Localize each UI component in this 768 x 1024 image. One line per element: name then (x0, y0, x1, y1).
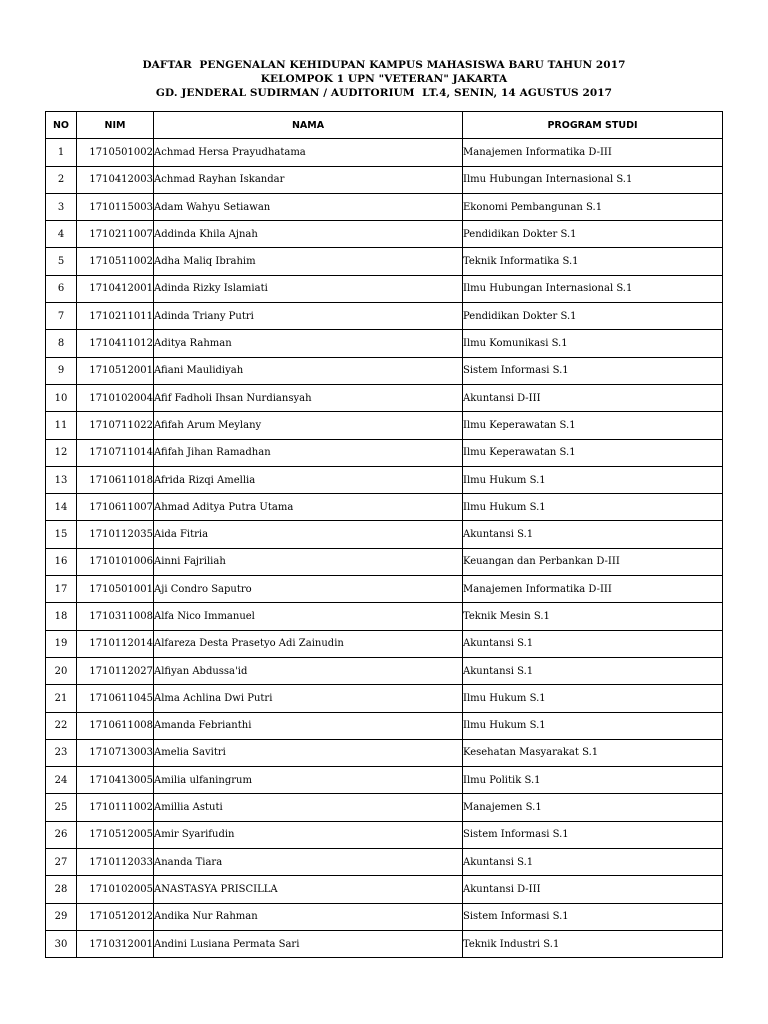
table-row (46, 876, 723, 903)
cell-program-studi: Ilmu Keperawatan S.1 (463, 439, 723, 466)
cell-nama: Alfiyan Abdussa'id (154, 657, 463, 684)
cell-nama: Afif Fadholi Ihsan Nurdiansyah (154, 384, 463, 411)
cell-nim: 1710312001 (77, 930, 154, 957)
cell-no: 26 (46, 821, 77, 848)
table-row (46, 821, 723, 848)
cell-no: 20 (46, 657, 77, 684)
cell-nama: Achmad Hersa Prayudhatama (154, 139, 463, 166)
cell-program-studi: Ilmu Hukum S.1 (463, 466, 723, 493)
cell-no: 23 (46, 739, 77, 766)
cell-nim: 1710512012 (77, 903, 154, 930)
column-header-nim: NIM (77, 112, 154, 139)
cell-nim: 1710111002 (77, 794, 154, 821)
cell-no: 3 (46, 193, 77, 220)
table-header-row (46, 112, 723, 139)
cell-nama: Afrida Rizqi Amellia (154, 466, 463, 493)
table-row (46, 439, 723, 466)
cell-program-studi: Ilmu Hukum S.1 (463, 494, 723, 521)
table-row (46, 576, 723, 603)
cell-nim: 1710711022 (77, 412, 154, 439)
cell-nim: 1710211011 (77, 303, 154, 330)
cell-nim: 1710101006 (77, 548, 154, 575)
column-header-nama: NAMA (154, 112, 463, 139)
cell-nama: Amelia Savitri (154, 739, 463, 766)
cell-program-studi: Sistem Informasi S.1 (463, 821, 723, 848)
cell-program-studi: Teknik Informatika S.1 (463, 248, 723, 275)
cell-program-studi: Akuntansi S.1 (463, 521, 723, 548)
table-row (46, 767, 723, 794)
cell-program-studi: Akuntansi S.1 (463, 657, 723, 684)
cell-nama: Alfa Nico Immanuel (154, 603, 463, 630)
table-row (46, 739, 723, 766)
cell-program-studi: Manajemen S.1 (463, 794, 723, 821)
cell-program-studi: Ilmu Hubungan Internasional S.1 (463, 275, 723, 302)
cell-program-studi: Akuntansi S.1 (463, 849, 723, 876)
table-row (46, 384, 723, 411)
table-row (46, 603, 723, 630)
table-row (46, 275, 723, 302)
cell-no: 10 (46, 384, 77, 411)
cell-nim: 1710211007 (77, 221, 154, 248)
cell-nama: Alma Achlina Dwi Putri (154, 685, 463, 712)
cell-no: 18 (46, 603, 77, 630)
cell-nama: Amillia Astuti (154, 794, 463, 821)
cell-program-studi: Akuntansi D-III (463, 876, 723, 903)
cell-program-studi: Teknik Industri S.1 (463, 930, 723, 957)
cell-nim: 1710611018 (77, 466, 154, 493)
table-row (46, 139, 723, 166)
cell-nama: Adinda Triany Putri (154, 303, 463, 330)
cell-nim: 1710412003 (77, 166, 154, 193)
cell-no: 14 (46, 494, 77, 521)
cell-nama: ANASTASYA PRISCILLA (154, 876, 463, 903)
cell-nim: 1710611045 (77, 685, 154, 712)
cell-program-studi: Sistem Informasi S.1 (463, 357, 723, 384)
cell-program-studi: Ilmu Hukum S.1 (463, 712, 723, 739)
cell-program-studi: Akuntansi S.1 (463, 630, 723, 657)
cell-no: 9 (46, 357, 77, 384)
cell-no: 1 (46, 139, 77, 166)
cell-nim: 1710512005 (77, 821, 154, 848)
cell-nama: Ahmad Aditya Putra Utama (154, 494, 463, 521)
table-row (46, 166, 723, 193)
cell-nim: 1710112033 (77, 849, 154, 876)
cell-no: 25 (46, 794, 77, 821)
table-row (46, 712, 723, 739)
cell-no: 8 (46, 330, 77, 357)
cell-no: 4 (46, 221, 77, 248)
cell-no: 15 (46, 521, 77, 548)
cell-nim: 1710115003 (77, 193, 154, 220)
cell-program-studi: Akuntansi D-III (463, 384, 723, 411)
cell-program-studi: Ilmu Politik S.1 (463, 767, 723, 794)
cell-no: 19 (46, 630, 77, 657)
table-row (46, 330, 723, 357)
cell-nim: 1710102005 (77, 876, 154, 903)
table-row (46, 466, 723, 493)
cell-no: 5 (46, 248, 77, 275)
table-row (46, 548, 723, 575)
cell-nama: Adha Maliq Ibrahim (154, 248, 463, 275)
cell-no: 28 (46, 876, 77, 903)
cell-nim: 1710511002 (77, 248, 154, 275)
header-group: KELOMPOK 1 UPN "VETERAN" JAKARTA (260, 73, 508, 85)
cell-program-studi: Keuangan dan Perbankan D-III (463, 548, 723, 575)
document-header (0, 58, 768, 100)
cell-no: 27 (46, 849, 77, 876)
cell-nim: 1710711014 (77, 439, 154, 466)
cell-no: 12 (46, 439, 77, 466)
cell-nama: Afifah Jihan Ramadhan (154, 439, 463, 466)
cell-program-studi: Kesehatan Masyarakat S.1 (463, 739, 723, 766)
table-row (46, 221, 723, 248)
cell-nama: Amanda Febrianthi (154, 712, 463, 739)
cell-nama: Ainni Fajriliah (154, 548, 463, 575)
column-header-no: NO (46, 112, 77, 139)
cell-nama: Andika Nur Rahman (154, 903, 463, 930)
header-title: DAFTAR PENGENALAN KEHIDUPAN KAMPUS MAHASISWA BARU TAHUN 2017 (142, 59, 626, 71)
table-row (46, 303, 723, 330)
cell-nama: Aida Fitria (154, 521, 463, 548)
cell-no: 21 (46, 685, 77, 712)
table-row (46, 248, 723, 275)
cell-nim: 1710112035 (77, 521, 154, 548)
cell-nama: Amilia ulfaningrum (154, 767, 463, 794)
cell-nim: 1710713003 (77, 739, 154, 766)
cell-nama: Addinda Khila Ajnah (154, 221, 463, 248)
table-row (46, 193, 723, 220)
cell-no: 2 (46, 166, 77, 193)
cell-nama: Amir Syarifudin (154, 821, 463, 848)
cell-no: 29 (46, 903, 77, 930)
cell-nama: Alfareza Desta Prasetyo Adi Zainudin (154, 630, 463, 657)
column-header-program-studi: PROGRAM STUDI (463, 112, 723, 139)
cell-nama: Ananda Tiara (154, 849, 463, 876)
cell-nama: Afifah Arum Meylany (154, 412, 463, 439)
cell-no: 7 (46, 303, 77, 330)
cell-program-studi: Ilmu Keperawatan S.1 (463, 412, 723, 439)
cell-program-studi: Ekonomi Pembangunan S.1 (463, 193, 723, 220)
cell-program-studi: Pendidikan Dokter S.1 (463, 303, 723, 330)
table-row (46, 849, 723, 876)
cell-nama: Adam Wahyu Setiawan (154, 193, 463, 220)
table-row (46, 657, 723, 684)
cell-nim: 1710611007 (77, 494, 154, 521)
cell-nama: Afiani Maulidiyah (154, 357, 463, 384)
cell-no: 17 (46, 576, 77, 603)
cell-program-studi: Ilmu Hukum S.1 (463, 685, 723, 712)
cell-program-studi: Ilmu Komunikasi S.1 (463, 330, 723, 357)
student-roster-table (45, 111, 723, 958)
cell-nama: Aditya Rahman (154, 330, 463, 357)
header-venue-date: GD. JENDERAL SUDIRMAN / AUDITORIUM LT.4, SENIN, 14 AGUSTUS 2017 (155, 87, 613, 99)
cell-nim: 1710102004 (77, 384, 154, 411)
table-row (46, 357, 723, 384)
cell-no: 22 (46, 712, 77, 739)
cell-program-studi: Ilmu Hubungan Internasional S.1 (463, 166, 723, 193)
cell-nim: 1710412001 (77, 275, 154, 302)
cell-nim: 1710501002 (77, 139, 154, 166)
cell-nim: 1710512001 (77, 357, 154, 384)
cell-nama: Achmad Rayhan Iskandar (154, 166, 463, 193)
table-row (46, 903, 723, 930)
table-row (46, 685, 723, 712)
cell-nim: 1710413005 (77, 767, 154, 794)
cell-nama: Adinda Rizky Islamiati (154, 275, 463, 302)
cell-nim: 1710611008 (77, 712, 154, 739)
cell-nim: 1710501001 (77, 576, 154, 603)
table-row (46, 794, 723, 821)
cell-no: 6 (46, 275, 77, 302)
table-row (46, 521, 723, 548)
cell-nim: 1710411012 (77, 330, 154, 357)
table-row (46, 412, 723, 439)
cell-nama: Aji Condro Saputro (154, 576, 463, 603)
cell-no: 11 (46, 412, 77, 439)
cell-nim: 1710112027 (77, 657, 154, 684)
cell-nim: 1710112014 (77, 630, 154, 657)
table-row (46, 630, 723, 657)
cell-no: 13 (46, 466, 77, 493)
cell-program-studi: Pendidikan Dokter S.1 (463, 221, 723, 248)
cell-no: 16 (46, 548, 77, 575)
table-row (46, 930, 723, 957)
cell-program-studi: Manajemen Informatika D-III (463, 576, 723, 603)
cell-program-studi: Manajemen Informatika D-III (463, 139, 723, 166)
cell-program-studi: Teknik Mesin S.1 (463, 603, 723, 630)
cell-no: 24 (46, 767, 77, 794)
cell-nim: 1710311008 (77, 603, 154, 630)
cell-program-studi: Sistem Informasi S.1 (463, 903, 723, 930)
cell-no: 30 (46, 930, 77, 957)
cell-nama: Andini Lusiana Permata Sari (154, 930, 463, 957)
table-body (46, 139, 723, 958)
table-row (46, 494, 723, 521)
